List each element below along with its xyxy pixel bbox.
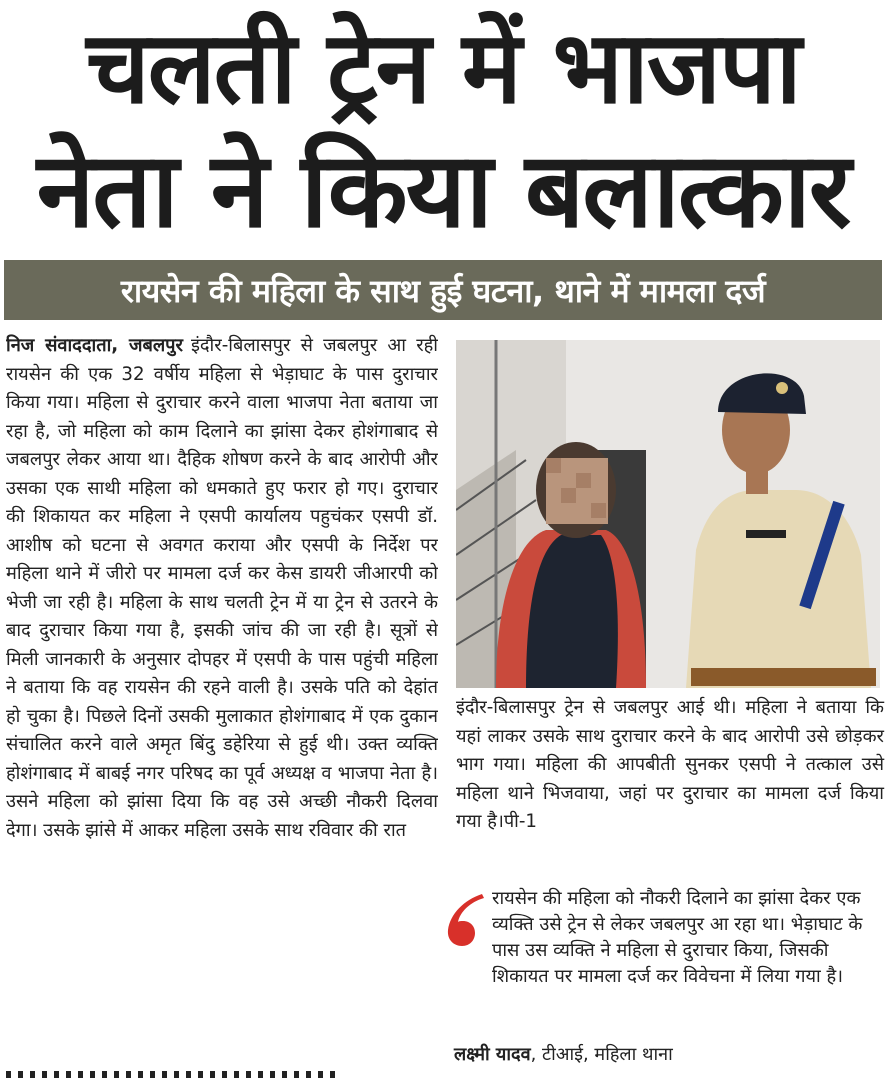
article-column-right: इंदौर-बिलासपुर ट्रेन से जबलपुर आई थी। महिला ने बताया कि यहां लाकर उसके साथ दुराचार करने के बाद आरोपी उसे छोड़कर भाग गया। महिला की आपबीती सुनकर एसपी ने तत्काल उसे महिला थाने भिजवाया, जहां पर दुराचार का मामला दर्ज किया गया है।पी-1 <box>456 697 884 832</box>
pull-quote-attribution <box>454 1042 673 1066</box>
news-photo <box>456 340 880 688</box>
pull-quote <box>440 886 884 1066</box>
headline-line-2: नेता ने किया बलात्कार <box>36 129 850 251</box>
subheadline-bar <box>4 260 882 320</box>
bottom-divider <box>6 1071 336 1078</box>
article-column-left <box>6 332 438 1072</box>
photo-illustration <box>456 340 880 688</box>
quote-name: लक्ष्मी यादव <box>454 1044 531 1065</box>
subheadline: रायसेन की महिला के साथ हुई घटना, थाने में मामला दर्ज <box>120 271 766 310</box>
quote-mark-icon <box>442 890 488 946</box>
byline: निज संवाददाता, जबलपुर <box>6 335 183 356</box>
quote-designation: , टीआई, महिला थाना <box>530 1044 673 1065</box>
article-body-left: इंदौर-बिलासपुर से जबलपुर आ रही रायसेन की एक 32 वर्षीय महिला से भेड़ाघाट के पास दुराचार किया गया। महिला से दुराचार करने वाला भाजपा नेता बताया जा रहा है, जो महिला को काम दिलाने का झांसा देकर होशंगाबाद से जबलपुर लेकर आया था। दैहिक शोषण करने के बाद आरोपी और उसका एक साथी महिला को धमकाते हुए फरार हो गए। दुराचार की शिकायत कर महिला ने एसपी कार्यालय पहुचंकर एसपी डॉ. आशीष को घटना से अवगत कराया और एसपी के निर्देश पर महिला थाने में जीरो पर मामला दर्ज कर केस डायरी जीआरपी को भेजी जा रही है। महिला के साथ चलती ट्रेन में या ट्रेन से उतरने के बाद दुराचार किया गया है, इसकी जांच की जा रही है। सूत्रों से मिली जानकारी के अनुसार दोपहर में एसपी के पास पहुंची महिला ने बताया कि वह रायसेन की रहने वाली है। उसके पति को देहांत हो चुका है। पिछले दिनों उसकी मुलाकात होशंगाबाद में एक दुकान संचालित करने वाले अमृत बिंदु डहेरिया से हुई थी। उक्त व्यक्ति होशंगाबाद में बाबई नगर परिषद का पूर्व अध्यक्ष व भाजपा नेता है। उसने महिला को झांसा दिया कि वह उसे अच्छी नौकरी दिलवा देगा। उसके झांसे में आकर महिला उसके साथ रविवार की रात <box>6 335 438 841</box>
pull-quote-text: रायसेन की महिला को नौकरी दिलाने का झांसा देकर एक व्यक्ति उसे ट्रेन से लेकर जबलपुर आ रहा था। भेड़ाघाट के पास उस व्यक्ति ने महिला से दुराचार किया, जिसकी शिकायत पर मामला दर्ज कर विवेचना में लिया गया है। <box>492 888 863 987</box>
headline-line-1: चलती ट्रेन में भाजपा <box>86 9 800 126</box>
